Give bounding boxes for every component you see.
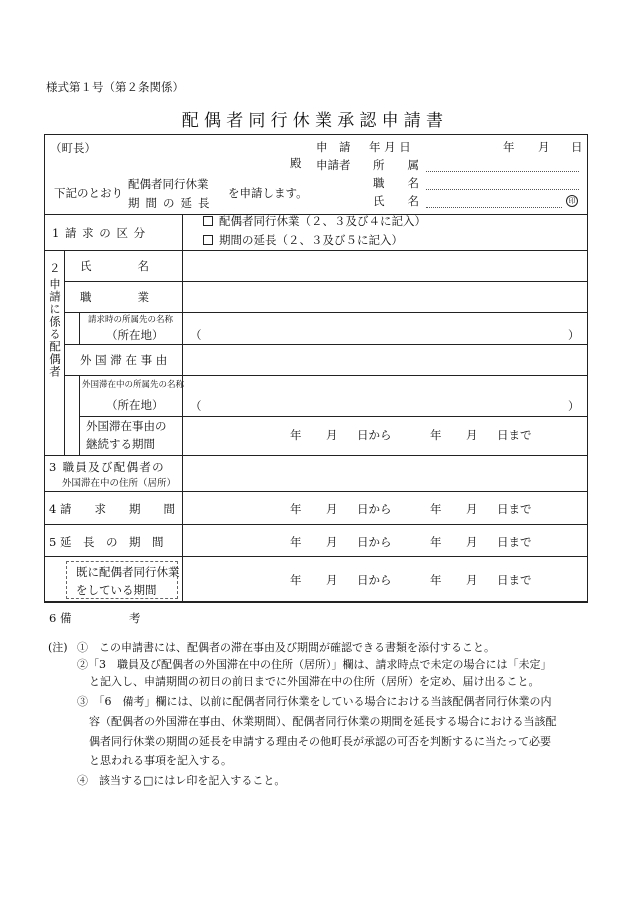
- period-from: 日から: [357, 535, 392, 549]
- option-spousal-leave: 配偶者同行休業: [128, 177, 209, 191]
- foreign-location-label: （所在地）: [106, 398, 164, 412]
- choice-spousal-leave: 配偶者同行休業（２、３及び４に記入）: [219, 214, 426, 228]
- notes-prefix: (注): [48, 641, 68, 654]
- period-to-month: 月: [466, 535, 478, 549]
- note-line: ②「3 職員及び配偶者の外国滞在中の住所（居所）」欄は、請求時点で未定の場合には「未定」: [77, 658, 552, 671]
- lead-text: 下記のとおり: [54, 186, 123, 200]
- name-label: 氏 名: [373, 194, 419, 208]
- affiliation-label: 所 属: [373, 158, 419, 172]
- apply-label: 申 請: [316, 140, 351, 154]
- date-label: 年 月 日: [369, 140, 411, 154]
- foreign-paren-open: （: [190, 399, 202, 413]
- page-title: 配偶者同行休業承認申請書: [181, 111, 449, 131]
- period-month: 月: [326, 573, 338, 587]
- applicant-label: 申請者: [316, 158, 351, 172]
- period-until: 日まで: [497, 502, 532, 516]
- period-until: 日まで: [497, 573, 532, 587]
- form-number: 様式第１号（第２条関係）: [46, 80, 184, 94]
- period-to-month: 月: [466, 573, 478, 587]
- note-line: ④ 該当する□にはレ印を記入すること。: [77, 774, 286, 787]
- employer-paren-close: ）: [568, 328, 580, 342]
- period-to-year: 年: [430, 502, 442, 516]
- spouse-name-label: 氏 名: [80, 259, 149, 273]
- checkbox-extension[interactable]: [203, 235, 213, 245]
- period-year: 年: [290, 428, 302, 442]
- employer-label: 請求時の所属先の名称: [88, 315, 174, 325]
- section6-label: 6 備 考: [49, 611, 141, 625]
- seal-mark: 印: [566, 195, 578, 207]
- position-field[interactable]: [426, 189, 579, 190]
- period-from: 日から: [357, 428, 392, 442]
- checkbox-spousal-leave[interactable]: [203, 216, 213, 226]
- period-month: 月: [326, 428, 338, 442]
- honorific: 殿: [290, 156, 302, 170]
- period-to-year: 年: [430, 535, 442, 549]
- note-line: と記入し、申請期間の初日の前日までに外国滞在中の住所（居所）を定め、届け出ること。: [89, 675, 540, 688]
- employer-location-label: （所在地）: [106, 328, 164, 342]
- section4-label: 4 請 求 期 間: [49, 502, 175, 516]
- request-text: を申請します。: [228, 186, 308, 200]
- period-until: 日まで: [497, 428, 532, 442]
- period-year: 年: [290, 573, 302, 587]
- position-label: 職 名: [373, 176, 419, 190]
- period-to-year: 年: [430, 573, 442, 587]
- section2-number: ２: [49, 261, 61, 275]
- spouse-job-label: 職 業: [80, 290, 149, 304]
- note-line: 偶者同行休業の期間の延長を申請する理由その他町長が承認の可否を判断するに当たって必要: [89, 735, 551, 748]
- period-month: 月: [326, 502, 338, 516]
- date-day: 日: [571, 140, 583, 154]
- note-line: ③ 「6 備考」欄には、以前に配偶者同行休業をしている場合における当該配偶者同行休業の内: [77, 695, 552, 708]
- already-label-1: 既に配偶者同行休業: [76, 565, 180, 579]
- period-to-month: 月: [466, 428, 478, 442]
- date-month: 月: [538, 140, 550, 154]
- note-line: と思われる事項を記入する。: [89, 754, 232, 767]
- period-until: 日まで: [497, 535, 532, 549]
- name-field[interactable]: [426, 207, 562, 208]
- note-line: ① この申請書には、配偶者の滞在事由及び期間が確認できる書類を添付すること。: [77, 641, 495, 654]
- option-extension: 期間の延長: [128, 196, 216, 210]
- employer-paren-open: （: [190, 328, 202, 342]
- foreign-paren-close: ）: [568, 399, 580, 413]
- section1-label: 1 請 求 の 区 分: [52, 226, 147, 240]
- foreign-employer-label: 外国滞在中の所属先の名称: [82, 380, 185, 390]
- section3-label-2: 外国滞在中の住所（居所）: [62, 478, 177, 489]
- period-from: 日から: [357, 573, 392, 587]
- period-to-year: 年: [430, 428, 442, 442]
- choice-extension: 期間の延長（２、３及び５に記入）: [219, 233, 403, 247]
- section2-vertical-label: 申請に係る配偶者: [48, 278, 62, 378]
- continue-label-1: 外国滞在事由の: [86, 419, 167, 433]
- continue-label-2: 継続する期間: [86, 437, 155, 451]
- date-year: 年: [503, 140, 515, 154]
- period-year: 年: [290, 502, 302, 516]
- period-to-month: 月: [466, 502, 478, 516]
- section5-label: 5 延 長 の 期 間: [49, 535, 164, 549]
- period-year: 年: [290, 535, 302, 549]
- section3-label-1: 3 職員及び配偶者の: [49, 460, 165, 474]
- period-from: 日から: [357, 502, 392, 516]
- period-month: 月: [326, 535, 338, 549]
- already-label-2: をしている期間: [76, 583, 157, 597]
- affiliation-field[interactable]: [426, 171, 579, 172]
- addressee: （町長）: [50, 141, 96, 155]
- note-line: 容（配偶者の外国滞在事由、休業期間）、配偶者同行休業の期間を延長する場合における当該配: [89, 715, 557, 728]
- reason-label: 外 国 滞 在 事 由: [80, 353, 168, 367]
